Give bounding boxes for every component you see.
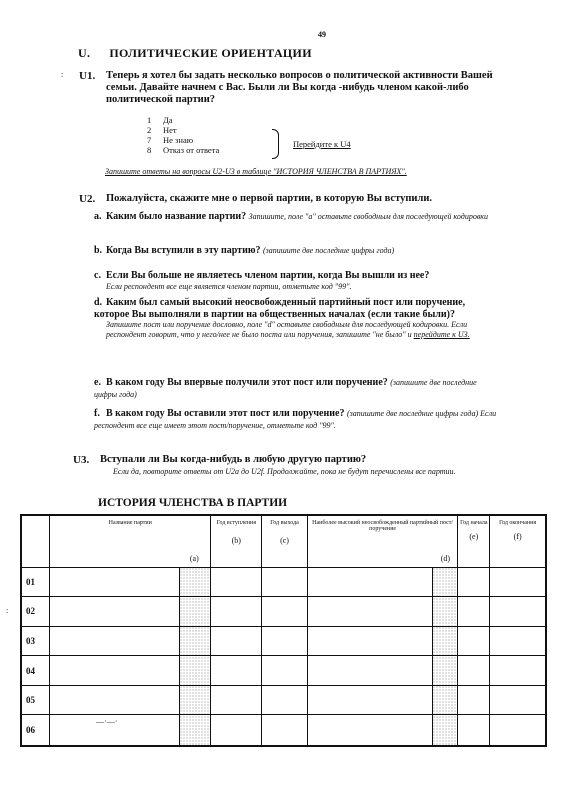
table-title: ИСТОРИЯ ЧЛЕНСТВА В ПАРТИИ xyxy=(98,497,288,509)
cell-year-end[interactable] xyxy=(490,567,546,597)
cell-year-start[interactable] xyxy=(458,597,490,627)
header-f: (f) xyxy=(513,532,522,541)
q2c-text: Если Вы больше не являетесь членом партии, когда Вы вышли из нее? xyxy=(106,270,430,281)
q1-options xyxy=(147,115,219,155)
q2f xyxy=(94,408,499,431)
cell-year-left[interactable] xyxy=(262,715,308,746)
q2e-note: (запишите две последние цифры года) xyxy=(94,378,477,399)
q2-text: Пожалуйста, скажите мне о первой партии, в которую Вы вступили. xyxy=(106,193,433,204)
option-row xyxy=(147,145,219,155)
q2e xyxy=(94,377,499,400)
cell-year-start[interactable] xyxy=(458,715,490,746)
table-row xyxy=(21,685,546,715)
header-year-joined-label: Год вступления xyxy=(216,520,256,526)
brace xyxy=(272,129,279,159)
cell-year-left[interactable] xyxy=(262,567,308,597)
cell-year-joined[interactable] xyxy=(211,656,262,686)
cell-post[interactable] xyxy=(307,656,432,686)
cell-code-a xyxy=(179,597,211,627)
option-label: Не знаю xyxy=(163,135,194,145)
q2d-text: Каким был самый высокий неосвобожденный партийный пост или поручение, которое Вы выполняли в партии на общественных началах (если такие были)? xyxy=(94,297,466,320)
header-post-label: Наиболее высокий неосвобожденный партийный пост/поручение xyxy=(312,520,454,532)
cell-year-joined[interactable] xyxy=(211,567,262,597)
cell-post[interactable] xyxy=(307,567,432,597)
cell-year-end[interactable] xyxy=(490,685,546,715)
cell-year-end[interactable] xyxy=(490,656,546,686)
header-c: (c) xyxy=(280,536,289,545)
q1-skip: Перейдите к U4 xyxy=(293,139,351,149)
cell-year-joined[interactable] xyxy=(211,597,262,627)
cell-party-name[interactable] xyxy=(50,597,179,627)
cell-party-name[interactable] xyxy=(50,685,179,715)
option-row xyxy=(147,115,219,125)
option-label: Отказ от ответа xyxy=(163,145,220,155)
q2c-note: Если респондент все еще является членом партии, отметьте код "99". xyxy=(106,281,352,291)
option-row xyxy=(147,125,219,135)
row-number: 02 xyxy=(21,597,50,627)
cell-code-d xyxy=(432,656,457,686)
cell-party-name[interactable] xyxy=(50,656,179,686)
margin-mark: : xyxy=(61,70,64,79)
cell-year-end[interactable] xyxy=(490,597,546,627)
table-row xyxy=(21,567,546,597)
q2d-letter: d. xyxy=(94,297,103,308)
cell-code-d xyxy=(432,715,457,746)
cell-year-joined[interactable] xyxy=(211,685,262,715)
cell-year-start[interactable] xyxy=(458,685,490,715)
section-code: U. xyxy=(78,46,91,60)
table-row xyxy=(21,656,546,686)
option-label: Нет xyxy=(163,125,177,135)
q2f-letter: f. xyxy=(94,408,100,419)
header-post xyxy=(307,515,458,567)
cell-post[interactable] xyxy=(307,626,432,656)
cell-code-a xyxy=(179,567,211,597)
option-row xyxy=(147,135,219,145)
option-code: 2 xyxy=(147,125,152,135)
option-label: Да xyxy=(163,115,173,125)
cell-party-name[interactable] xyxy=(50,567,179,597)
q1-text: Теперь я хотел бы задать несколько вопросов о политической активности Вашей семьи. Давайте начнем с Вас. Были ли Вы когда -нибудь членом какой-либо политической партии? xyxy=(106,70,493,105)
header-e: (e) xyxy=(469,532,479,541)
q2d xyxy=(94,297,499,340)
cell-code-a xyxy=(179,656,211,686)
cell-code-d xyxy=(432,626,457,656)
table-row xyxy=(21,626,546,656)
cell-year-start[interactable] xyxy=(458,567,490,597)
header-year-start xyxy=(458,515,490,567)
cell-party-name[interactable] xyxy=(50,626,179,656)
header-year-end xyxy=(490,515,546,567)
q2b-note: (запишите две последние цифры года) xyxy=(262,246,395,255)
q2-code: U2. xyxy=(79,193,96,205)
cell-code-a xyxy=(179,685,211,715)
q2f-note: (запишите две последние цифры года) Если респондент все еще имеет этот пост/поручение, отметьте код "99". xyxy=(94,409,497,430)
header-b: (b) xyxy=(231,536,241,545)
q2d-note-text: Запишите пост или поручение дословно, поле "d" оставьте свободным для последующей кодировки. Если респондент говорит, что у него/нее не было поста или поручения, запишите "не было" и xyxy=(106,320,468,339)
header-d: (d) xyxy=(440,553,451,563)
q2e-letter: e. xyxy=(94,377,101,388)
q1-code: U1. xyxy=(79,70,96,82)
row-number: 03 xyxy=(21,626,50,656)
header-year-end-label: Год окончания xyxy=(499,520,537,526)
option-code: 8 xyxy=(147,145,152,155)
header-a: (a) xyxy=(189,553,199,563)
table-header-row xyxy=(21,515,546,567)
cell-year-end[interactable] xyxy=(490,626,546,656)
row-number: 06 xyxy=(21,715,50,746)
table-row xyxy=(21,597,546,627)
row-number: 05 xyxy=(21,685,50,715)
cell-year-end[interactable] xyxy=(490,715,546,746)
q2d-note xyxy=(94,320,499,340)
q2a-note: Запишите, поле "a" оставьте свободным для последующей кодировки xyxy=(248,212,489,221)
cell-post[interactable] xyxy=(307,597,432,627)
cell-post[interactable] xyxy=(307,685,432,715)
q2c xyxy=(94,270,499,292)
cell-year-left[interactable] xyxy=(262,597,308,627)
header-year-joined xyxy=(211,515,262,567)
q2b-letter: b. xyxy=(94,245,103,256)
cell-year-start[interactable] xyxy=(458,626,490,656)
section-title: ПОЛИТИЧЕСКИЕ ОРИЕНТАЦИИ xyxy=(109,46,312,60)
q2e-text: В каком году Вы впервые получили этот пост или поручение? xyxy=(106,377,388,388)
q2c-letter: c. xyxy=(94,270,101,281)
margin-mark: : xyxy=(6,606,9,615)
row-number: 04 xyxy=(21,656,50,686)
membership-table xyxy=(20,514,547,747)
cell-year-left[interactable] xyxy=(262,685,308,715)
header-party-name-label: Название партии xyxy=(108,520,152,526)
option-code: 7 xyxy=(147,135,152,145)
cell-year-start[interactable] xyxy=(458,656,490,686)
cell-year-joined[interactable] xyxy=(211,715,262,746)
q3-code: U3. xyxy=(73,454,90,466)
q1-instruction: Запишите ответы на вопросы U2-U3 в таблице "ИСТОРИЯ ЧЛЕНСТВА В ПАРТИЯХ". xyxy=(105,167,407,176)
cell-post[interactable] xyxy=(307,715,432,746)
row-number: 01 xyxy=(21,567,50,597)
table-row xyxy=(21,715,546,746)
header-year-left xyxy=(262,515,308,567)
q3-text: Вступали ли Вы когда-нибудь в любую другую партию? xyxy=(100,454,367,465)
q3-note: Если да, повторите ответы от U2a до U2f. Продолжайте, пока не будут перечислены все партии. xyxy=(113,467,456,476)
header-row-num xyxy=(21,515,50,567)
cell-year-left[interactable] xyxy=(262,656,308,686)
header-year-left-label: Год выхода xyxy=(270,520,299,526)
cell-year-joined[interactable] xyxy=(211,626,262,656)
q2b xyxy=(94,245,499,257)
q2b-text: Когда Вы вступили в эту партию? xyxy=(106,245,261,256)
header-year-start-label: Год начала xyxy=(460,520,488,526)
cell-code-a xyxy=(179,715,211,746)
q2f-text: В каком году Вы оставили этот пост или поручение? xyxy=(106,408,345,419)
q2a xyxy=(94,211,499,223)
q2a-text: Каким было название партии? xyxy=(106,211,247,222)
section-heading xyxy=(78,46,312,61)
option-code: 1 xyxy=(147,115,152,125)
q2d-skip-link: перейдите к U3. xyxy=(413,330,470,339)
page-number: 49 xyxy=(318,30,326,39)
q2a-letter: a. xyxy=(94,211,102,222)
header-party-name xyxy=(50,515,211,567)
cell-code-d xyxy=(432,685,457,715)
cell-year-left[interactable] xyxy=(262,626,308,656)
cell-code-d xyxy=(432,567,457,597)
cell-code-a xyxy=(179,626,211,656)
cell-code-d xyxy=(432,597,457,627)
handwritten-mark: —·—· xyxy=(96,717,118,727)
cell-party-name[interactable] xyxy=(50,715,179,746)
